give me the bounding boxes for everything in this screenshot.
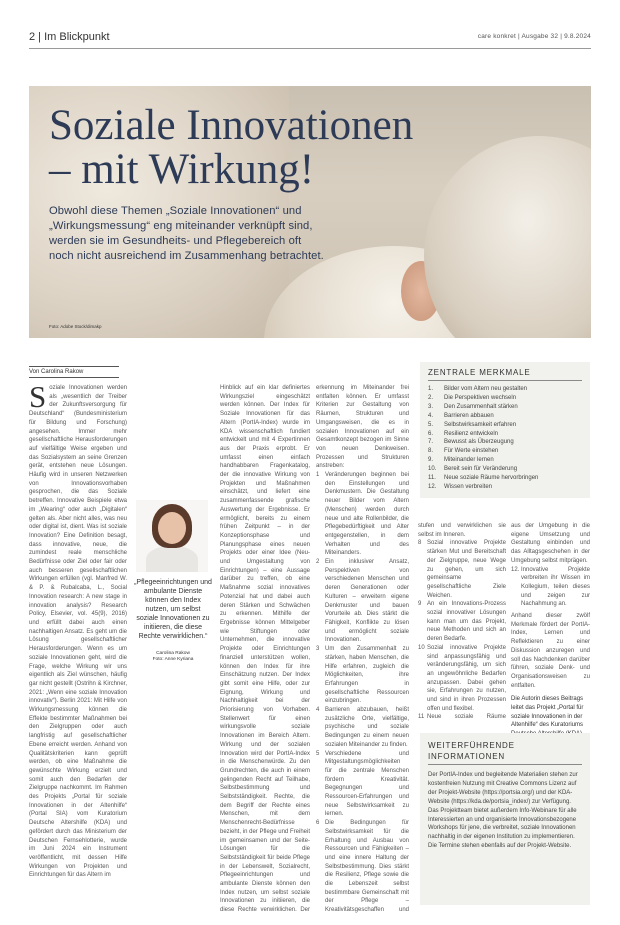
list-item: 6 Die Bedingungen für Selbstwirksamkeit für die Erhaltung und Ausbau von Ressourcen und Fähigkeiten – und eine innere Haltung der Selbstbestimmung. Dies stärkt die Resilienz, Pflege sowie die die Lebenszeit selbst bestimmbare Gemeinschaft mit der Pflege – Kreativitätsgeschaffen und (316, 820, 409, 914)
list-item: 10. Bereit sein für Veränderung (428, 466, 518, 473)
divider (428, 380, 582, 381)
title-line-1: Soziale Innovationen (49, 102, 414, 149)
list-item: 5. Selbstwirksamkeit erfahren (428, 421, 517, 428)
list-item: 10 Sozial innovative Projekte sind anpassungsfähig und veränderungsfähig, um sich an ungewöhnliche Bedarfen anzupassen. Dabei gehen sie, Erfahrungen zu nutzen, und sind in ihren Prozessen offen und flexibel. (418, 644, 506, 712)
list-item: 1. Bilder vom Altern neu gestalten (428, 386, 528, 392)
pull-quote: „Pflegeeinrichtungen und ambulante Dienste können den Index nutzen, um selbst soziale Innovationen zu initiieren, die diese Rechte verwirklichen.“ (134, 579, 212, 640)
article-column-1 (29, 384, 127, 914)
dropcap: S (29, 384, 47, 414)
list-item: 12. Innovative Projekte verbreiten ihr Wissen im Kollegium, teilen dieses und zeigen zur Nachahmung an. (511, 566, 590, 608)
list-item: 1 Veränderungen beginnen bei den Einstellungen und Denkmustern. Die Gestaltung neuer Bilder vom Altern (Menschen) werden durch neue und alte Rollenbilder, die Pflegebedürftigkeit und Alter entgegenstellen, in dem Verhalten und des Miteinanders. (316, 472, 409, 557)
article-column-2 (220, 384, 310, 914)
author-portrait (136, 500, 208, 572)
hero-head-right (424, 136, 591, 338)
article-column-3 (316, 384, 409, 914)
column-4-intro: stufen und verwirklichen sie selbst im Inneren. (418, 523, 506, 538)
section-label: 2 | Im Blickpunkt (29, 31, 110, 43)
divider (428, 764, 582, 765)
issue-info: care konkret | Ausgabe 32 | 9.8.2024 (477, 33, 591, 40)
article-column-4 (418, 522, 506, 722)
list-item: 3. Den Zusammenhalt stärken (428, 403, 518, 410)
list-item: 12. Wissen verbreiten (428, 483, 493, 490)
quote-credit (134, 651, 212, 663)
byline: Von Carolina Rakow (29, 366, 119, 378)
list-item: 5 Verschiedene und Mitgestaltungsmöglichkeiten für die zentrale Menschen fördern Kreativität. Begegnungen und Ressourcen-Erfahrungen und neue Selbstwirksamkeit zu lernen. (316, 750, 409, 818)
list-item: 4. Barrieren abbauen (428, 412, 494, 419)
key-features-box (420, 362, 590, 498)
further-info-text: Der PortIA-Index und begleitende Materialien stehen zur kostenfreien Nutzung mit Creative Commons Lizenz auf der Projekt-Website (https://portsia.org/) und der KDA-Website (https://kda.de/portsia_index/) zur Verfügung. Das Projektteam bietet außerdem Info-Webinare für alle Interessierten an und organisierte Innovationsbezogene Workshops für jene, die verbreitet, soziale Innovationen nachhaltig in der eigenen Institution zu implementieren. Die Termine stehen ebenfalls auf der Projekt-Website. (428, 772, 578, 850)
column-5-text: Anhand dieser zwölf Merkmale fördert der PortIA-Index, Lernen und Reflektieren zu einer Diskussion anzuregen und soll das Nachdenken darüber führen, soziale Denk- und Organisationsweisen zu entfalten. (511, 613, 590, 689)
list-item: 11 Neue soziale Räume (418, 714, 506, 721)
list-item: 9. Miteinander lernen (428, 457, 494, 464)
list-item: 8 Sozial innovative Projekte stärken Mut und Bereitschaft der Zielgruppe, neue Wege zu gehen, um sich gemeinsame gesellschaftliche Ziele Weichen. (418, 540, 506, 599)
list-item: 4 Barrieren abzubauen, heißt zusätzliche Orte, vielfältige, psychische und soziale Bedingungen zu einem neuen sozialen Miteinander zu finden. (316, 707, 409, 748)
quote-photo-credit: Foto: Anne Kyriana (152, 657, 194, 662)
article-column-5 (511, 522, 590, 739)
list-item: 2. Die Perspektiven wechseln (428, 394, 517, 401)
article-lead: Obwohl diese Themen „Soziale Innovationen“ und „Wirkungsmessung“ eng miteinander verknüpft sind, werden sie im Gesundheits- und Pflegebereich oft noch nicht ausreichend im Zusammenhang betrachtet. (49, 205, 324, 262)
list-item: 9 An ein Innovations-Prozess sozial innovativer Lösungen kann man um das Projekt, neue Methoden und sich an deren Bedarfe. (418, 601, 506, 643)
list-item: 3 Um den Zusammenhalt zu stärken, haben Menschen, die Hilfe erfahren, zugleich die Möglichkeiten, ihre Erfahrungen in gesellschaftliche Ressourcen einzubringen. (316, 646, 409, 705)
title-line-2: – mit Wirkung! (49, 146, 315, 193)
list-item: 6. Resilienz entwickeln (428, 430, 499, 437)
article-title (49, 104, 413, 192)
hero-image (29, 86, 591, 338)
page-header (29, 30, 591, 49)
list-item: 11. Neue soziale Räume hervorbringen (428, 475, 539, 482)
list-item: 8. Für Werte einstehen (428, 448, 499, 455)
portrait-body (146, 546, 198, 572)
column-2-text: Hinblick auf ein klar definiertes Wirkungsziel eingeschätzt werden können. Der Index für Soziale Innovationen für das Altern (PortIA-Index) wurde im KDA wissenschaftlich fundiert entwickelt und mit 4 Expertinnen aus der Praxis erprobt. Er umfasst einen einfach handhabbaren Fragenkatalog, der die innovative Wirkung von Projekten und Maßnahmen einschätzt, und liefert eine zusammenfassende grafische Auswertung der Ergebnisse. Er ermöglicht, bereits zu einem frühen Zeitpunkt – in der Konzeptionsphase und Planungsphase eines neuen Projekts oder einer Idee (Neu- und Umgestaltung von Einrichtungen) – eine Aussage darüber zu treffen, ob eine Maßnahme sozial innovatives Potenzial hat und dabei auch deren Stärken und Schwächen zu erkennen. Mithilfe der Ergebnisse können Mittelgeber wie Stiftungen oder Unternehmen, die innovative Projekte oder Einrichtungen finanziell unterstützen wollen, können den Index für ihre Einschätzung nutzen. Der Index gibt somit eine Hilfe, oder zur Eignung, Wirkung und Nachhaltigkeit bei der Priorisierung von Vorhaben. Stellenwert für einen wirkungsvolle soziale Innovationen im Bereich Altern. Wirkung und der sozialen Innovation wird der PortIA-Index in die Menschenwürde. Zu den Grundrechten, die auch in einem gelingenden Recht auf Teilhabe, Selbstbestimmung und Selbstständigkeit. Rechte, die dem Begriff der Rechte eines Menschen, mit dem Menschenrecht-Bedürfnisse bezieht, in der Pflege und Freiheit im gemeinsamen und der Seite-Lösungen für die Selbstständigkeit für beide Pflege in der Lebenswelt, Sozialrecht, Pflegeeinrichtungen und ambulante Dienste können den Index nutzen, um selbst soziale Innovationen zu initiieren, die diese Rechte verwirklichen. Der (220, 385, 310, 914)
quote-author: Carolina Rakow (156, 651, 190, 656)
further-info-box (420, 733, 590, 905)
portrait-face (158, 512, 186, 544)
further-info-heading: WEITERFÜHRENDE INFORMATIONEN (428, 741, 515, 761)
column-5-intro: aus der Umgebung in die eigene Umsetzung und Gestaltung einbinden und das Alltagsgeschehen in der Umgebung selbst mitprägen. (511, 523, 590, 564)
photo-credit: Foto: Adobe Stock/dimakp (49, 324, 102, 329)
list-item: 7. Bewusst als Überzeugung (428, 439, 514, 446)
column-3-intro: erkennung im Miteinander frei entfalten können. Er umfasst Kriterien zur Gestaltung von Räumen, Strukturen und Umgangsweisen, die es in sozialen Innovationen auf ein Gesamtkonzept bezogen im Sinne von neuen Denkweisen. Prozessen und Strukturen anstreben: (316, 385, 409, 470)
key-features-heading: ZENTRALE MERKMALE (428, 368, 531, 377)
column-1-text: oziale Innovationen werden als „wesentlich der Treiber der Zukunftsversorgung für Deutschland“ (Bundesministerium für Bildung und Forschung) angesehen. Immer mehr gesellschaftliche Herausforderungen auf vielfältige Weise ergeben und das Sozialsystem an seine Grenzen gerät, entstehen neue Lösungen. Häufig wird in unseren Netzwerken von Innovationsvorhaben gesprochen, die das Soziale betreffen. Innovative Beispiele etwa im „Wearing“ oder auch „Digitalen“ gelten als. Aber nicht alles, was neu oder digital ist, dient. Was ist soziale Innovation? Eine Definition besagt, dass innovative, neue, die zumindest reale menschliche Bedürfnisse oder Ziel oder fair oder auch besseren gesellschaftlichen Wirkungen erfüllen (vgl. Manfred W. & P. & Rubalcaba, L., Social Innovation research: A new stage in innovation analysis? Research Policy, Elsevier, vol. 45(9), 2016) und erfüllt dabei auch einen nachhaltigen Ansatz. Es geht um die Lösung gesellschaftlicher Herausforderungen. Wenn es um soziale Innovationen geht, wird die Frage, welche Wirkung wir uns eigentlich als Ziel wünschen, häufig gar nicht gestellt (Ostrihn & Kirchner, 2021: „Wenn eine soziale Innovation innovativ“). Berlin 2021: Mit Hilfe von Wirkungsmessung können die Effekte bestimmter Maßnahmen bei den Zielgruppen oder auch langfristig auf gesellschaftlicher Ebene erreicht werden. Anhand von Qualitätskriterien kann geprüft werden, ob eine Maßnahme die gewünschte Wirkung erzielt und somit auch den Bedarfen der Zielgruppe nachkommt. Im Rahmen des Projekts „Portal für soziale Innovationen in der Altenhilfe“ (Portal SIA) vom Kuratorium Deutsche Altershilfe (KDA) und gefördert durch das Ministerium der Deutschen Fernsehlotterie, wurde im Juni 2024 ein Instrument veröffentlicht, mit dessen Hilfe Wirkungen von Projekten und Einrichtungen für das Altern im (29, 385, 127, 879)
list-item: 2 Ein inklusiver Ansatz, Perspektiven von verschiedenen Menschen und deren Generationen oder Kulturen – erweitern eigene Denkmuster und bauen Vorurteile ab. Dies stärkt die Fähigkeit, Konflikte zu lösen und ermöglicht soziale Innovationen. (316, 559, 409, 644)
key-features-list (428, 385, 538, 492)
author-note: Die Autorin dieses Beitrags leitet das Projekt „Portal für soziale Innovationen in der Altenhilfe“ des Kuratoriums (511, 696, 584, 729)
